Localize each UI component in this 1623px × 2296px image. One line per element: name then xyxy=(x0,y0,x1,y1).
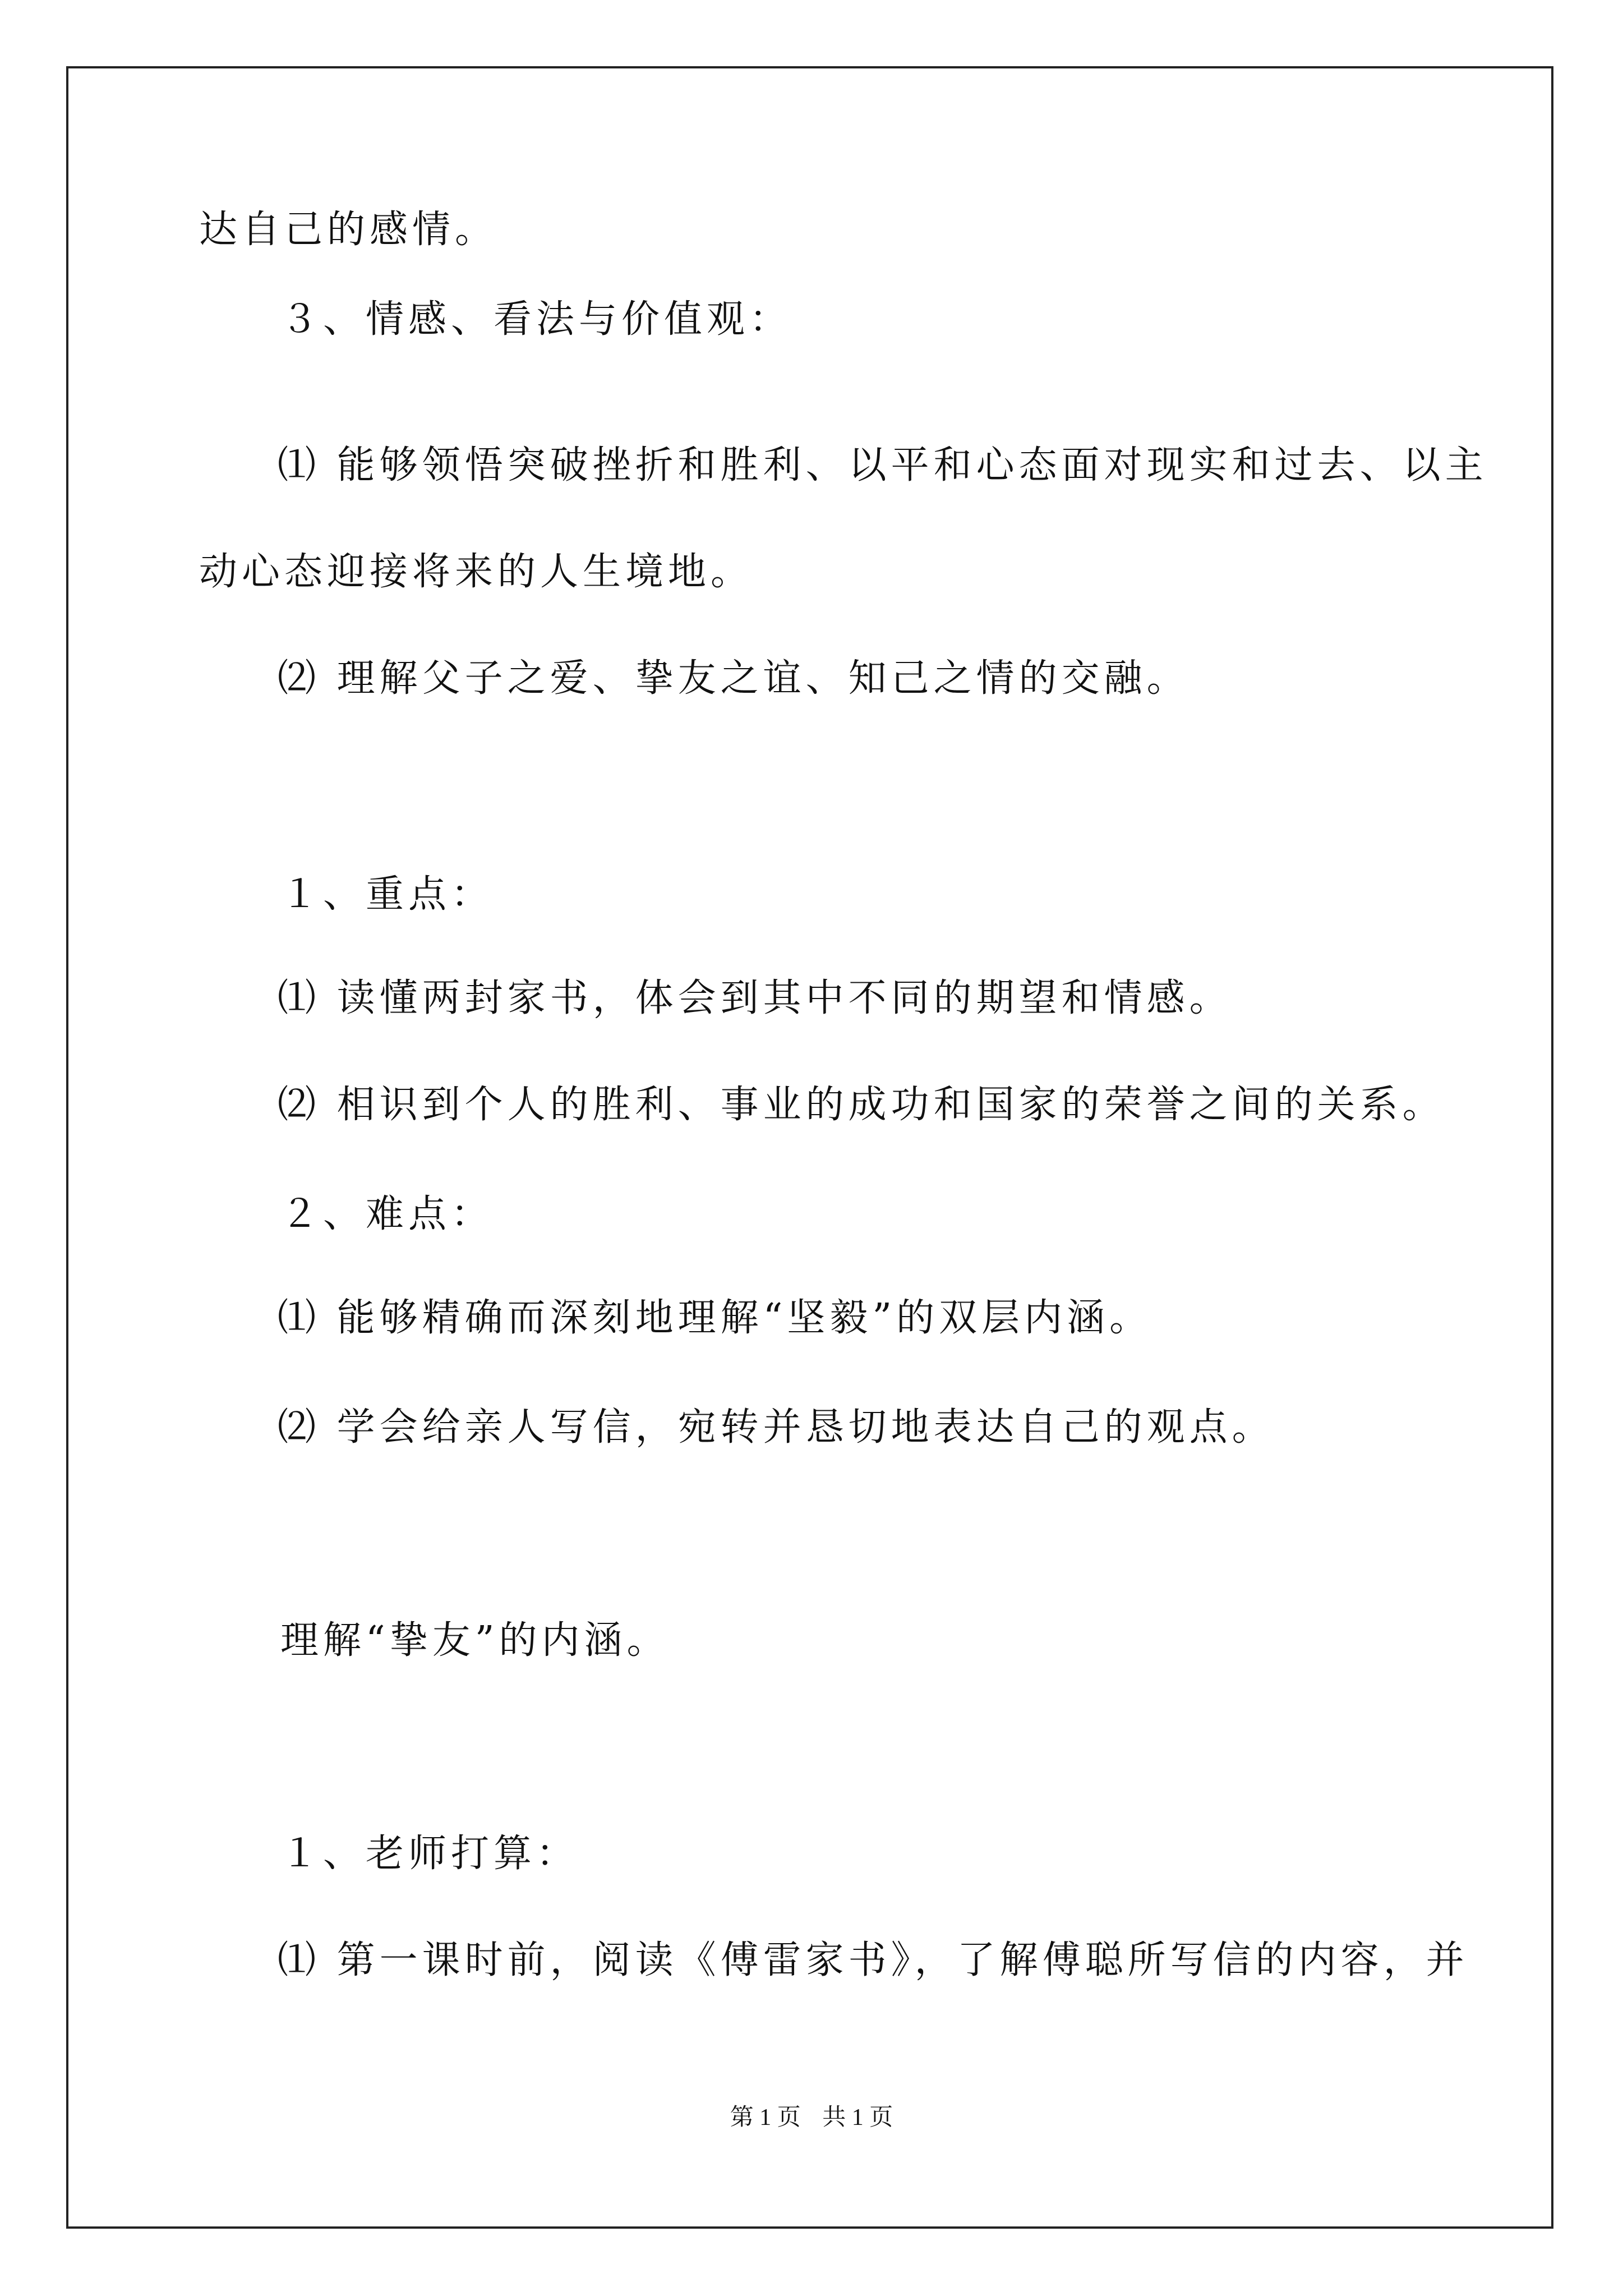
page-total: 共 1 页 xyxy=(822,2105,893,2131)
section-heading: ３、情感、看法与价值观： xyxy=(280,297,792,342)
page-number: 第 1 页 xyxy=(730,2105,801,2131)
section-heading: ２、难点： xyxy=(280,1192,494,1236)
text-line: 动心态迎接将来的人生境地。 xyxy=(199,550,754,594)
list-item: ⑴ 第一课时前，阅读《傅雷家书》，了解傅聪所写信的内容，并 xyxy=(278,1938,1469,1982)
text-line: 达自己的感情。 xyxy=(199,208,498,252)
section-heading: １、老师打算： xyxy=(280,1832,579,1876)
list-item: ⑴ 能够领悟突破挫折和胜利、以平和心态面对现实和过去、以主 xyxy=(278,443,1488,487)
text-line: 理解“挚友”的内涵。 xyxy=(280,1618,670,1663)
list-item: ⑵ 相识到个人的胜利、事业的成功和国家的荣誉之间的关系。 xyxy=(278,1083,1445,1127)
list-item: ⑴ 读懂两封家书，体会到其中不同的期望和情感。 xyxy=(278,976,1232,1020)
list-item: ⑴ 能够精确而深刻地理解“坚毅”的双层内涵。 xyxy=(278,1296,1152,1340)
list-item: ⑵ 学会给亲人写信，宛转并恳切地表达自己的观点。 xyxy=(278,1405,1275,1450)
page-footer xyxy=(0,2104,1623,2132)
page-border xyxy=(66,66,1553,2229)
list-item: ⑵ 理解父子之爱、挚友之谊、知己之情的交融。 xyxy=(278,656,1189,701)
section-heading: １、重点： xyxy=(280,872,494,917)
